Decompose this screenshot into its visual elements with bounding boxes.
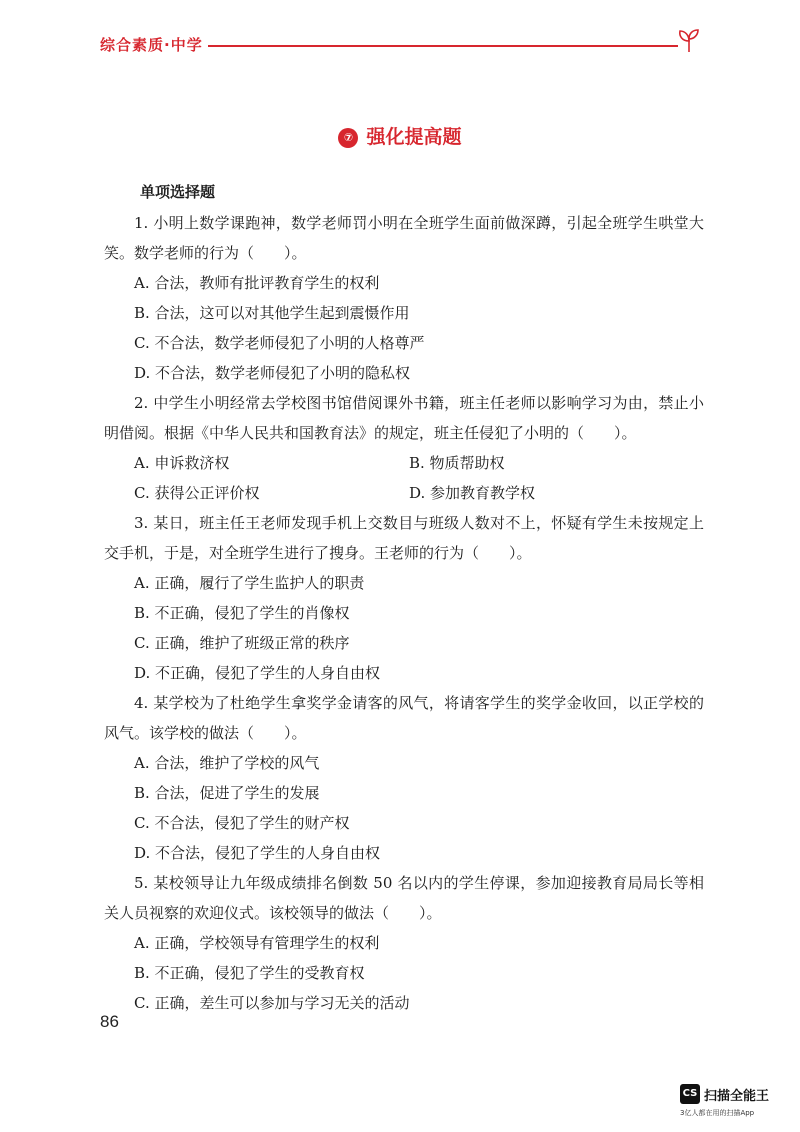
subheading: 单项选择题: [140, 183, 216, 201]
option: D. 不正确，侵犯了学生的人身自由权: [134, 664, 381, 682]
option: A. 合法，维护了学校的风气: [134, 754, 320, 772]
running-header: [100, 34, 700, 58]
question-stem: 4. 某学校为了杜绝学生拿奖学金请客的风气，将请客学生的奖学金收回，以正学校的风气。该学校的做法（ ）。: [104, 694, 704, 742]
header-rule: [208, 45, 678, 47]
option: A. 正确，履行了学生监护人的职责: [134, 574, 365, 592]
option: C. 不合法，侵犯了学生的财产权: [134, 814, 350, 832]
watermark-tagline: 3亿人都在用的扫描App: [680, 1109, 755, 1117]
scanner-watermark: [680, 1084, 780, 1124]
option: D. 不合法，侵犯了学生的人身自由权: [134, 844, 381, 862]
option: A. 正确，学校领导有管理学生的权利: [134, 934, 380, 952]
watermark-name: 扫描全能王: [704, 1089, 770, 1104]
question-stem: 5. 某校领导让九年级成绩排名倒数 50 名以内的学生停课，参加迎接教育局局长等相关人员视察的欢迎仪式。该校领导的做法（ ）。: [104, 874, 704, 922]
camscanner-logo-icon: CS: [680, 1084, 700, 1104]
option: C. 正确，差生可以参加与学习无关的活动: [134, 994, 410, 1012]
option-row: [104, 448, 704, 478]
sprout-icon: [676, 28, 702, 54]
option: C. 不合法，数学老师侵犯了小明的人格尊严: [134, 334, 425, 352]
question-stem: 3. 某日，班主任王老师发现手机上交数目与班级人数对不上，怀疑有学生未按规定上交手机，于是，对全班学生进行了搜身。王老师的行为（ ）。: [104, 514, 704, 562]
section-title: [0, 122, 800, 149]
option: B. 合法，这可以对其他学生起到震慑作用: [134, 304, 410, 322]
option: B. 合法，促进了学生的发展: [134, 784, 320, 802]
option: C. 正确，维护了班级正常的秩序: [134, 634, 350, 652]
header-title: 综合素质·中学: [100, 36, 203, 54]
option: A. 申诉救济权: [134, 454, 230, 472]
page-number: 86: [100, 1012, 119, 1031]
question-stem: 1. 小明上数学课跑神，数学老师罚小明在全班学生面前做深蹲，引起全班学生哄堂大笑。数学老师的行为（ ）。: [104, 214, 704, 262]
option: C. 获得公正评价权: [134, 484, 260, 502]
option: B. 不正确，侵犯了学生的肖像权: [134, 604, 350, 622]
option: D. 不合法，数学老师侵犯了小明的隐私权: [134, 364, 411, 382]
option: D. 参加教育教学权: [409, 484, 536, 502]
question-list: [104, 208, 704, 1018]
section-badge-icon: ⑦: [338, 128, 358, 148]
question-stem: 2. 中学生小明经常去学校图书馆借阅课外书籍，班主任老师以影响学习为由，禁止小明借阅。根据《中华人民共和国教育法》的规定，班主任侵犯了小明的（ ）。: [104, 394, 704, 442]
option: B. 不正确，侵犯了学生的受教育权: [134, 964, 365, 982]
option-row: [104, 478, 704, 508]
option: B. 物质帮助权: [409, 454, 505, 472]
option: A. 合法，教师有批评教育学生的权利: [134, 274, 380, 292]
section-title-text: 强化提高题: [366, 126, 462, 148]
